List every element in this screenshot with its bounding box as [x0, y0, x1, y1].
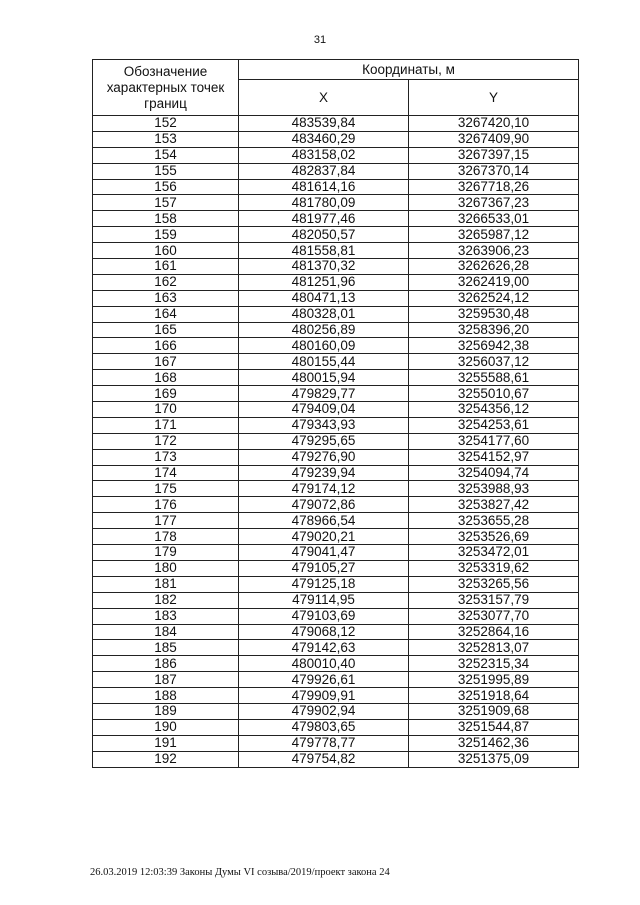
point-id-cell: 192 — [93, 751, 239, 767]
y-coordinate-cell: 3254356,12 — [409, 402, 579, 418]
x-coordinate-cell: 479926,61 — [239, 672, 409, 688]
y-coordinate-cell: 3265987,12 — [409, 227, 579, 243]
point-id-cell: 189 — [93, 703, 239, 719]
table-row — [93, 195, 579, 211]
coordinates-table — [92, 59, 579, 768]
x-coordinate-cell: 479020,21 — [239, 529, 409, 545]
x-coordinate-cell: 479072,86 — [239, 497, 409, 513]
point-id-cell: 162 — [93, 274, 239, 290]
table-row — [93, 386, 579, 402]
point-id-cell: 168 — [93, 370, 239, 386]
x-coordinate-cell: 479778,77 — [239, 735, 409, 751]
point-id-cell: 180 — [93, 560, 239, 576]
point-id-cell: 176 — [93, 497, 239, 513]
point-id-cell: 158 — [93, 211, 239, 227]
header-y: Y — [409, 80, 579, 116]
point-id-cell: 161 — [93, 259, 239, 275]
x-coordinate-cell: 479114,95 — [239, 592, 409, 608]
table-row — [93, 608, 579, 624]
y-coordinate-cell: 3259530,48 — [409, 306, 579, 322]
table-row — [93, 131, 579, 147]
x-coordinate-cell: 483158,02 — [239, 147, 409, 163]
point-id-cell: 182 — [93, 592, 239, 608]
x-coordinate-cell: 479105,27 — [239, 560, 409, 576]
table-row — [93, 703, 579, 719]
table-row — [93, 465, 579, 481]
y-coordinate-cell: 3254152,97 — [409, 449, 579, 465]
point-id-cell: 175 — [93, 481, 239, 497]
y-coordinate-cell: 3267397,15 — [409, 147, 579, 163]
y-coordinate-cell: 3258396,20 — [409, 322, 579, 338]
x-coordinate-cell: 479909,91 — [239, 688, 409, 704]
y-coordinate-cell: 3256037,12 — [409, 354, 579, 370]
x-coordinate-cell: 479103,69 — [239, 608, 409, 624]
x-coordinate-cell: 479125,18 — [239, 576, 409, 592]
point-id-cell: 154 — [93, 147, 239, 163]
x-coordinate-cell: 478966,54 — [239, 513, 409, 529]
table-row — [93, 274, 579, 290]
header-coordinates: Координаты, м — [239, 60, 579, 80]
point-id-cell: 179 — [93, 545, 239, 561]
x-coordinate-cell: 479902,94 — [239, 703, 409, 719]
x-coordinate-cell: 479239,94 — [239, 465, 409, 481]
table-row — [93, 116, 579, 132]
point-id-cell: 155 — [93, 163, 239, 179]
x-coordinate-cell: 479829,77 — [239, 386, 409, 402]
table-row — [93, 656, 579, 672]
table-row — [93, 592, 579, 608]
x-coordinate-cell: 481780,09 — [239, 195, 409, 211]
y-coordinate-cell: 3251909,68 — [409, 703, 579, 719]
y-coordinate-cell: 3251918,64 — [409, 688, 579, 704]
header-point-designation: Обозначение характерных точек границ — [93, 60, 239, 116]
table-row — [93, 497, 579, 513]
y-coordinate-cell: 3253265,56 — [409, 576, 579, 592]
x-coordinate-cell: 480015,94 — [239, 370, 409, 386]
y-coordinate-cell: 3254094,74 — [409, 465, 579, 481]
x-coordinate-cell: 479343,93 — [239, 417, 409, 433]
y-coordinate-cell: 3253988,93 — [409, 481, 579, 497]
y-coordinate-cell: 3251995,89 — [409, 672, 579, 688]
y-coordinate-cell: 3252315,34 — [409, 656, 579, 672]
point-id-cell: 165 — [93, 322, 239, 338]
table-row — [93, 433, 579, 449]
table-row — [93, 545, 579, 561]
y-coordinate-cell: 3256942,38 — [409, 338, 579, 354]
y-coordinate-cell: 3252864,16 — [409, 624, 579, 640]
x-coordinate-cell: 479276,90 — [239, 449, 409, 465]
point-id-cell: 156 — [93, 179, 239, 195]
point-id-cell: 167 — [93, 354, 239, 370]
table-row — [93, 211, 579, 227]
y-coordinate-cell: 3251462,36 — [409, 735, 579, 751]
table-row — [93, 417, 579, 433]
y-coordinate-cell: 3254253,61 — [409, 417, 579, 433]
x-coordinate-cell: 481977,46 — [239, 211, 409, 227]
table-row — [93, 576, 579, 592]
point-id-cell: 171 — [93, 417, 239, 433]
y-coordinate-cell: 3253526,69 — [409, 529, 579, 545]
table-row — [93, 259, 579, 275]
y-coordinate-cell: 3262626,28 — [409, 259, 579, 275]
x-coordinate-cell: 479041,47 — [239, 545, 409, 561]
table-row — [93, 227, 579, 243]
table-row — [93, 513, 579, 529]
point-id-cell: 163 — [93, 290, 239, 306]
y-coordinate-cell: 3254177,60 — [409, 433, 579, 449]
point-id-cell: 173 — [93, 449, 239, 465]
point-id-cell: 177 — [93, 513, 239, 529]
y-coordinate-cell: 3255588,61 — [409, 370, 579, 386]
footer-stamp: 26.03.2019 12:03:39 Законы Думы VI созыва/2019/проект закона 24 — [90, 867, 390, 878]
x-coordinate-cell: 479174,12 — [239, 481, 409, 497]
x-coordinate-cell: 479068,12 — [239, 624, 409, 640]
point-id-cell: 183 — [93, 608, 239, 624]
point-id-cell: 153 — [93, 131, 239, 147]
table-row — [93, 640, 579, 656]
table-row — [93, 322, 579, 338]
y-coordinate-cell: 3253077,70 — [409, 608, 579, 624]
x-coordinate-cell: 482050,57 — [239, 227, 409, 243]
table-row — [93, 449, 579, 465]
table-row — [93, 719, 579, 735]
header-x: X — [239, 80, 409, 116]
y-coordinate-cell: 3262524,12 — [409, 290, 579, 306]
x-coordinate-cell: 479409,04 — [239, 402, 409, 418]
point-id-cell: 152 — [93, 116, 239, 132]
y-coordinate-cell: 3253472,01 — [409, 545, 579, 561]
x-coordinate-cell: 483539,84 — [239, 116, 409, 132]
point-id-cell: 178 — [93, 529, 239, 545]
x-coordinate-cell: 479295,65 — [239, 433, 409, 449]
page-number: 31 — [313, 34, 327, 46]
point-id-cell: 164 — [93, 306, 239, 322]
table-row — [93, 529, 579, 545]
x-coordinate-cell: 480328,01 — [239, 306, 409, 322]
point-id-cell: 188 — [93, 688, 239, 704]
y-coordinate-cell: 3255010,67 — [409, 386, 579, 402]
x-coordinate-cell: 481558,81 — [239, 243, 409, 259]
table-row — [93, 354, 579, 370]
x-coordinate-cell: 479803,65 — [239, 719, 409, 735]
x-coordinate-cell: 481251,96 — [239, 274, 409, 290]
y-coordinate-cell: 3266533,01 — [409, 211, 579, 227]
point-id-cell: 170 — [93, 402, 239, 418]
table-row — [93, 290, 579, 306]
table-row — [93, 306, 579, 322]
table-row — [93, 688, 579, 704]
table-row — [93, 179, 579, 195]
point-id-cell: 172 — [93, 433, 239, 449]
point-id-cell: 166 — [93, 338, 239, 354]
table-row — [93, 370, 579, 386]
x-coordinate-cell: 482837,84 — [239, 163, 409, 179]
x-coordinate-cell: 480155,44 — [239, 354, 409, 370]
point-id-cell: 181 — [93, 576, 239, 592]
point-id-cell: 191 — [93, 735, 239, 751]
y-coordinate-cell: 3252813,07 — [409, 640, 579, 656]
table-row — [93, 243, 579, 259]
point-id-cell: 157 — [93, 195, 239, 211]
table-row — [93, 751, 579, 767]
y-coordinate-cell: 3253319,62 — [409, 560, 579, 576]
x-coordinate-cell: 481370,32 — [239, 259, 409, 275]
point-id-cell: 184 — [93, 624, 239, 640]
point-id-cell: 190 — [93, 719, 239, 735]
x-coordinate-cell: 480256,89 — [239, 322, 409, 338]
y-coordinate-cell: 3253655,28 — [409, 513, 579, 529]
table-row — [93, 147, 579, 163]
point-id-cell: 159 — [93, 227, 239, 243]
table-row — [93, 624, 579, 640]
y-coordinate-cell: 3251375,09 — [409, 751, 579, 767]
table-row — [93, 338, 579, 354]
y-coordinate-cell: 3253157,79 — [409, 592, 579, 608]
x-coordinate-cell: 479142,63 — [239, 640, 409, 656]
table-row — [93, 163, 579, 179]
table-row — [93, 481, 579, 497]
y-coordinate-cell: 3267718,26 — [409, 179, 579, 195]
y-coordinate-cell: 3251544,87 — [409, 719, 579, 735]
x-coordinate-cell: 480471,13 — [239, 290, 409, 306]
point-id-cell: 169 — [93, 386, 239, 402]
x-coordinate-cell: 483460,29 — [239, 131, 409, 147]
y-coordinate-cell: 3267409,90 — [409, 131, 579, 147]
table-row — [93, 402, 579, 418]
y-coordinate-cell: 3267420,10 — [409, 116, 579, 132]
x-coordinate-cell: 480010,40 — [239, 656, 409, 672]
point-id-cell: 187 — [93, 672, 239, 688]
table-body — [93, 116, 579, 768]
table-row — [93, 735, 579, 751]
y-coordinate-cell: 3253827,42 — [409, 497, 579, 513]
point-id-cell: 160 — [93, 243, 239, 259]
table-row — [93, 672, 579, 688]
y-coordinate-cell: 3267370,14 — [409, 163, 579, 179]
point-id-cell: 186 — [93, 656, 239, 672]
y-coordinate-cell: 3262419,00 — [409, 274, 579, 290]
y-coordinate-cell: 3267367,23 — [409, 195, 579, 211]
x-coordinate-cell: 480160,09 — [239, 338, 409, 354]
point-id-cell: 174 — [93, 465, 239, 481]
x-coordinate-cell: 479754,82 — [239, 751, 409, 767]
y-coordinate-cell: 3263906,23 — [409, 243, 579, 259]
x-coordinate-cell: 481614,16 — [239, 179, 409, 195]
table-row — [93, 560, 579, 576]
table-header — [93, 60, 579, 116]
point-id-cell: 185 — [93, 640, 239, 656]
